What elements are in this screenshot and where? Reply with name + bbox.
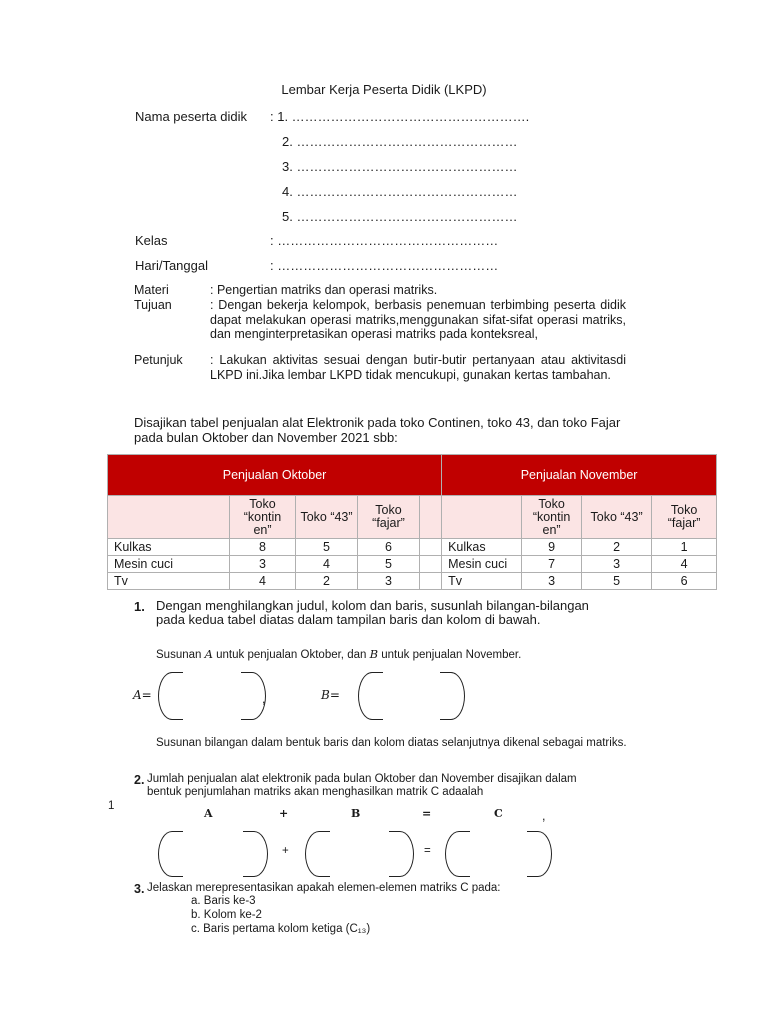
november-col-head: Toko “fajar” bbox=[652, 496, 717, 539]
oktober-cell: 5 bbox=[358, 556, 420, 573]
q2-number: 2. bbox=[134, 773, 145, 787]
matrix-b-right-bracket bbox=[440, 672, 465, 720]
november-cell: 5 bbox=[582, 573, 652, 590]
eq-a: A bbox=[204, 807, 213, 820]
oktober-cell: 8 bbox=[230, 539, 296, 556]
matrix-b-left-bracket bbox=[358, 672, 383, 720]
matrix-sum-c-left-bracket bbox=[445, 831, 470, 877]
sum-equals: = bbox=[424, 845, 431, 857]
matrix-sum-a-right-bracket bbox=[243, 831, 268, 877]
q1-note: Susunan bilangan dalam bentuk baris dan kolom diatas selanjutnya dikenal sebagai matriks. bbox=[156, 737, 627, 749]
q3-item-a: a. Baris ke-3 bbox=[191, 895, 256, 907]
table-gap bbox=[420, 556, 442, 573]
november-item: Kulkas bbox=[442, 539, 522, 556]
q2-line-2: bentuk penjumlahan matriks akan menghasilkan matrik C adaalah bbox=[147, 786, 484, 798]
oktober-header: Penjualan Oktober bbox=[108, 455, 442, 496]
matrix-a-left-bracket bbox=[158, 672, 183, 720]
q3-item-b: b. Kolom ke-2 bbox=[191, 909, 262, 921]
oktober-cell: 2 bbox=[296, 573, 358, 590]
matrix-a-label: A= bbox=[133, 688, 152, 702]
oktober-cell: 4 bbox=[296, 556, 358, 573]
table-row bbox=[108, 539, 717, 556]
oktober-cell: 3 bbox=[358, 573, 420, 590]
q3-number: 3. bbox=[134, 882, 145, 896]
eq-c: C bbox=[494, 807, 503, 820]
november-cell: 6 bbox=[652, 573, 717, 590]
page-number: 1 bbox=[108, 800, 115, 812]
var-b: B bbox=[369, 647, 379, 661]
matrix-sum-b-left-bracket bbox=[305, 831, 330, 877]
kelas-label: Kelas bbox=[135, 233, 168, 248]
eq-comma: , bbox=[542, 809, 546, 823]
q3-item-c: c. Baris pertama kolom ketiga (C₁₃) bbox=[191, 923, 371, 935]
sum-plus: + bbox=[282, 845, 289, 857]
oktober-item: Mesin cuci bbox=[108, 556, 230, 573]
table-row bbox=[108, 556, 717, 573]
november-cell: 2 bbox=[582, 539, 652, 556]
nama-line-5: 5. …………………………………………… bbox=[282, 209, 518, 224]
oktober-cell: 4 bbox=[230, 573, 296, 590]
november-cell: 1 bbox=[652, 539, 717, 556]
november-header: Penjualan November bbox=[442, 455, 717, 496]
matrix-sum-c-right-bracket bbox=[527, 831, 552, 877]
tujuan-value: : Dengan bekerja kelompok, berbasis penemuan terbimbing peserta didik dapat melakukan operasi matriks,menggunakan sifat-sifat operasi matriks, dan menginterpretasikan operasi matriks pada konteksreal, bbox=[210, 298, 626, 341]
q1-susunan-line bbox=[156, 647, 521, 661]
q3-text: Jelaskan merepresentasikan apakah elemen-elemen matriks C pada: bbox=[147, 882, 501, 894]
oktober-cell: 3 bbox=[230, 556, 296, 573]
nama-line-1: : 1. ………………………………………………. bbox=[270, 109, 530, 124]
nama-line-4: 4. …………………………………………… bbox=[282, 184, 518, 199]
matrix-comma: , bbox=[262, 692, 266, 706]
november-cell: 3 bbox=[582, 556, 652, 573]
nama-label: Nama peserta didik bbox=[135, 109, 247, 124]
table-gap bbox=[420, 573, 442, 590]
q1-number: 1. bbox=[134, 599, 145, 614]
oktober-cell: 5 bbox=[296, 539, 358, 556]
table-row bbox=[108, 573, 717, 590]
susunan-pre: Susunan bbox=[156, 649, 202, 661]
susunan-mid: untuk penjualan Oktober, dan bbox=[216, 649, 367, 661]
table-gap bbox=[420, 539, 442, 556]
susunan-post: untuk penjualan November. bbox=[381, 649, 522, 661]
eq-equals: = bbox=[422, 807, 432, 820]
eq-b: B bbox=[351, 807, 361, 820]
materi-label: Materi bbox=[134, 283, 169, 297]
kelas-value: : …………………………………………… bbox=[270, 233, 499, 248]
tujuan-label: Tujuan bbox=[134, 298, 172, 312]
november-corner bbox=[442, 496, 522, 539]
oktober-col-head: Toko “kontin en” bbox=[230, 496, 296, 539]
eq-plus: + bbox=[279, 807, 289, 820]
sales-table bbox=[107, 454, 717, 590]
oktober-corner bbox=[108, 496, 230, 539]
november-cell: 9 bbox=[522, 539, 582, 556]
november-item: Tv bbox=[442, 573, 522, 590]
oktober-cell: 6 bbox=[358, 539, 420, 556]
oktober-item: Tv bbox=[108, 573, 230, 590]
q2-line-1: Jumlah penjualan alat elektronik pada bulan Oktober dan November disajikan dalam bbox=[147, 773, 577, 785]
matrix-sum-b-right-bracket bbox=[389, 831, 414, 877]
november-item: Mesin cuci bbox=[442, 556, 522, 573]
november-cell: 3 bbox=[522, 573, 582, 590]
q1-text: Dengan menghilangkan judul, kolom dan baris, susunlah bilangan-bilangan pada kedua tabel diatas dalam tampilan baris dan kolom di bawah. bbox=[156, 598, 589, 627]
materi-value: : Pengertian matriks dan operasi matriks. bbox=[210, 283, 438, 297]
nama-line-2: 2. …………………………………………… bbox=[282, 134, 518, 149]
november-col-head: Toko “kontin en” bbox=[522, 496, 582, 539]
intro-text: Disajikan tabel penjualan alat Elektronik pada toko Continen, toko 43, dan toko Fajar pada bulan Oktober dan November 2021 sbb: bbox=[134, 415, 621, 445]
oktober-item: Kulkas bbox=[108, 539, 230, 556]
petunjuk-label: Petunjuk bbox=[134, 353, 183, 367]
hari-label: Hari/Tanggal bbox=[135, 258, 208, 273]
november-col-head: Toko “43” bbox=[582, 496, 652, 539]
var-a: A bbox=[204, 647, 213, 661]
oktober-col-head: Toko “43” bbox=[296, 496, 358, 539]
petunjuk-value: : Lakukan aktivitas sesuai dengan butir-butir pertanyaan atau aktivitasdi LKPD ini.Jika lembar LKPD tidak mencukupi, gunakan kertas tambahan. bbox=[210, 353, 626, 382]
nama-line-3: 3. …………………………………………… bbox=[282, 159, 518, 174]
hari-value: : …………………………………………… bbox=[270, 258, 499, 273]
matrix-sum-a-left-bracket bbox=[158, 831, 183, 877]
november-cell: 4 bbox=[652, 556, 717, 573]
matrix-b-label: B= bbox=[321, 688, 340, 702]
table-gap bbox=[420, 496, 442, 539]
page-title: Lembar Kerja Peserta Didik (LKPD) bbox=[281, 82, 487, 97]
oktober-col-head: Toko “fajar” bbox=[358, 496, 420, 539]
november-cell: 7 bbox=[522, 556, 582, 573]
